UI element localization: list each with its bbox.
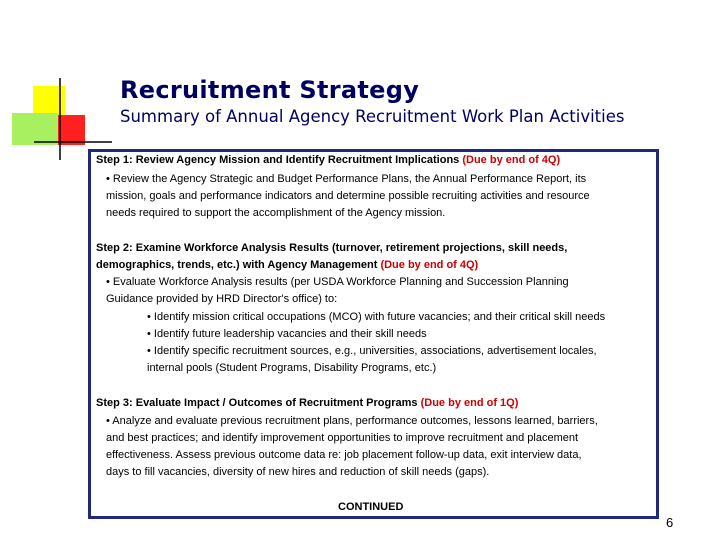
step2-due: (Due by end of 4Q): [380, 259, 479, 271]
slide-subtitle: Summary of Annual Agency Recruitment Work Plan Activities: [120, 107, 625, 126]
slide-title: Recruitment Strategy: [120, 76, 420, 104]
step1-bullet-line-1: • Review the Agency Strategic and Budget Performance Plans, the Annual Performance Report, its: [106, 173, 587, 185]
page-number: 6: [666, 515, 674, 530]
step2-heading-line1: Step 2: Examine Workforce Analysis Results (turnover, retirement projections, skill needs,: [96, 242, 568, 254]
step2-heading-line2: [96, 257, 478, 274]
step2-bullet-line-2: Guidance provided by HRD Director's office) to:: [106, 293, 338, 305]
step1-bullet-line-3: needs required to support the accomplishment of the Agency mission.: [106, 207, 446, 219]
step1-bullet-line-2: mission, goals and performance indicators and determine possible recruiting activities and resource: [106, 190, 590, 202]
step1-due: (Due by end of 4Q): [462, 154, 561, 166]
step2-sub-bullet-3: • Identify specific recruitment sources, e.g., universities, associations, advertisement locales,: [147, 345, 597, 357]
step2-sub-bullet-2: • Identify future leadership vacancies and their skill needs: [147, 328, 427, 340]
step1-heading: [96, 152, 560, 169]
step2-sub-bullet-4: internal pools (Student Programs, Disability Programs, etc.): [147, 362, 437, 374]
step3-bullet-line-2: and best practices; and identify improvement opportunities to improve recruitment and placement: [106, 432, 579, 444]
step2-heading-text: demographics, trends, etc.) with Agency Management: [96, 259, 381, 271]
step3-bullet-line-4: days to fill vacancies, diversity of new hires and reduction of skill needs (gaps).: [106, 466, 490, 478]
step2-sub-bullet-1: • Identify mission critical occupations (MCO) with future vacancies; and their critical skill needs: [147, 311, 606, 323]
step1-heading-text: Step 1: Review Agency Mission and Identify Recruitment Implications: [96, 154, 463, 166]
continued-label: CONTINUED: [338, 501, 404, 513]
decorative-logo: [0, 0, 120, 170]
step3-bullet-line-1: • Analyze and evaluate previous recruitment plans, performance outcomes, lessons learned, barriers,: [106, 415, 598, 427]
step3-heading: [96, 395, 518, 412]
logo-green-block: [12, 113, 58, 145]
step2-bullet-line-1: • Evaluate Workforce Analysis results (per USDA Workforce Planning and Succession Planning: [106, 276, 569, 288]
step3-heading-text: Step 3: Evaluate Impact / Outcomes of Recruitment Programs: [96, 397, 421, 409]
step3-bullet-line-3: effectiveness. Assess previous outcome data re: job placement follow-up data, exit interview data,: [106, 449, 582, 461]
step3-due: (Due by end of 1Q): [420, 397, 519, 409]
